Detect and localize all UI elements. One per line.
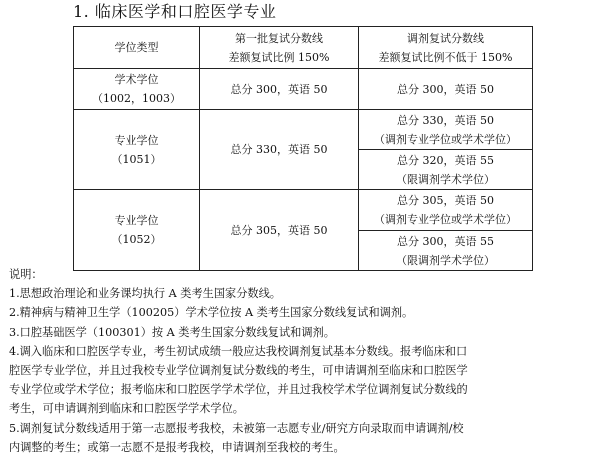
note-line: 1.思想政治理论和业务课均执行 A 类考生国家分数线。 — [9, 287, 281, 301]
degree-code: （1051） — [111, 152, 162, 166]
header-adjustment — [359, 27, 533, 69]
header-adjustment-line2: 差额复试比例不低于 150% — [378, 50, 513, 64]
note-line: 专业学位或学术学位；报考临床和口腔医学学术学位，并且过我校学术学位调剂复试分数线的 — [9, 383, 468, 397]
adjustment-score: 总分 300，英语 50 — [397, 82, 494, 96]
degree-name: 专业学位 — [114, 133, 159, 147]
first-batch-score: 总分 300，英语 50 — [230, 82, 328, 96]
adjustment-scope: （限调剂学术学位） — [396, 172, 495, 186]
note-line: 3.口腔基础医学（100301）按 A 类考生国家分数线复试和调剂。 — [9, 325, 335, 339]
first-batch-score: 总分 305，英语 50 — [230, 223, 328, 237]
table-row-professional-1052 — [74, 190, 533, 231]
adjustment-scope: （调剂专业学位或学术学位） — [374, 213, 517, 226]
degree-cell — [74, 69, 200, 110]
adjustment-cell — [359, 190, 533, 231]
note-line: 内调整的考生；或第一志愿不是报考我校，申请调剂至我校的考生。 — [9, 440, 345, 454]
adjustment-scope: （限调剂学术学位） — [396, 253, 495, 267]
header-degree-type-text: 学位类型 — [114, 41, 159, 54]
table-header-row — [74, 27, 533, 69]
degree-code: （1052） — [111, 233, 162, 246]
header-adjustment-line1: 调剂复试分数线 — [407, 31, 484, 45]
score-table — [73, 26, 533, 271]
header-first-batch — [200, 27, 359, 69]
header-degree-type — [74, 27, 200, 69]
note-line: 4.调入临床和口腔医学专业，考生初试成绩一般应达我校调剂复试基本分数线。报考临床和口 — [9, 344, 468, 358]
table-row-professional-1051 — [74, 110, 533, 150]
adjustment-score: 总分 320，英语 55 — [397, 153, 494, 167]
first-batch-cell — [200, 190, 359, 271]
notes-section — [9, 265, 599, 457]
first-batch-cell — [200, 69, 359, 110]
adjustment-cell — [359, 150, 533, 190]
degree-cell — [74, 110, 200, 190]
adjustment-score: 总分 330，英语 50 — [397, 113, 494, 127]
first-batch-cell — [200, 110, 359, 190]
note-line: 2.精神病与精神卫生学（100205）学术学位按 A 类考生国家分数线复试和调剂。 — [9, 306, 414, 320]
notes-title: 说明： — [9, 268, 43, 281]
table-row-academic — [74, 69, 533, 110]
degree-name: 学术学位 — [114, 73, 159, 86]
degree-name: 专业学位 — [114, 214, 159, 227]
degree-code: （1002，1003） — [92, 92, 181, 105]
note-line: 考生，可申请调剂到临床和口腔医学学术学位。 — [9, 402, 244, 416]
degree-cell — [74, 190, 200, 271]
header-first-batch-line2: 差额复试比例 150% — [228, 50, 330, 64]
first-batch-score: 总分 330，英语 50 — [230, 143, 328, 156]
header-first-batch-line1: 第一批复试分数线 — [235, 31, 323, 45]
adjustment-cell — [359, 110, 533, 150]
note-line: 腔医学专业学位，并且过我校专业学位调剂复试分数线的考生，可申请调剂至临床和口腔医学 — [9, 364, 468, 378]
adjustment-cell — [359, 69, 533, 110]
adjustment-score: 总分 305，英语 50 — [397, 194, 494, 207]
adjustment-scope: （调剂专业学位或学术学位） — [374, 132, 517, 146]
section-heading: 1. 临床医学和口腔医学专业 — [73, 2, 277, 21]
adjustment-score: 总分 300，英语 55 — [397, 234, 494, 248]
note-line: 5.调剂复试分数线适用于第一志愿报考我校，未被第一志愿专业/研究方向录取而申请调剂/校 — [9, 421, 464, 435]
